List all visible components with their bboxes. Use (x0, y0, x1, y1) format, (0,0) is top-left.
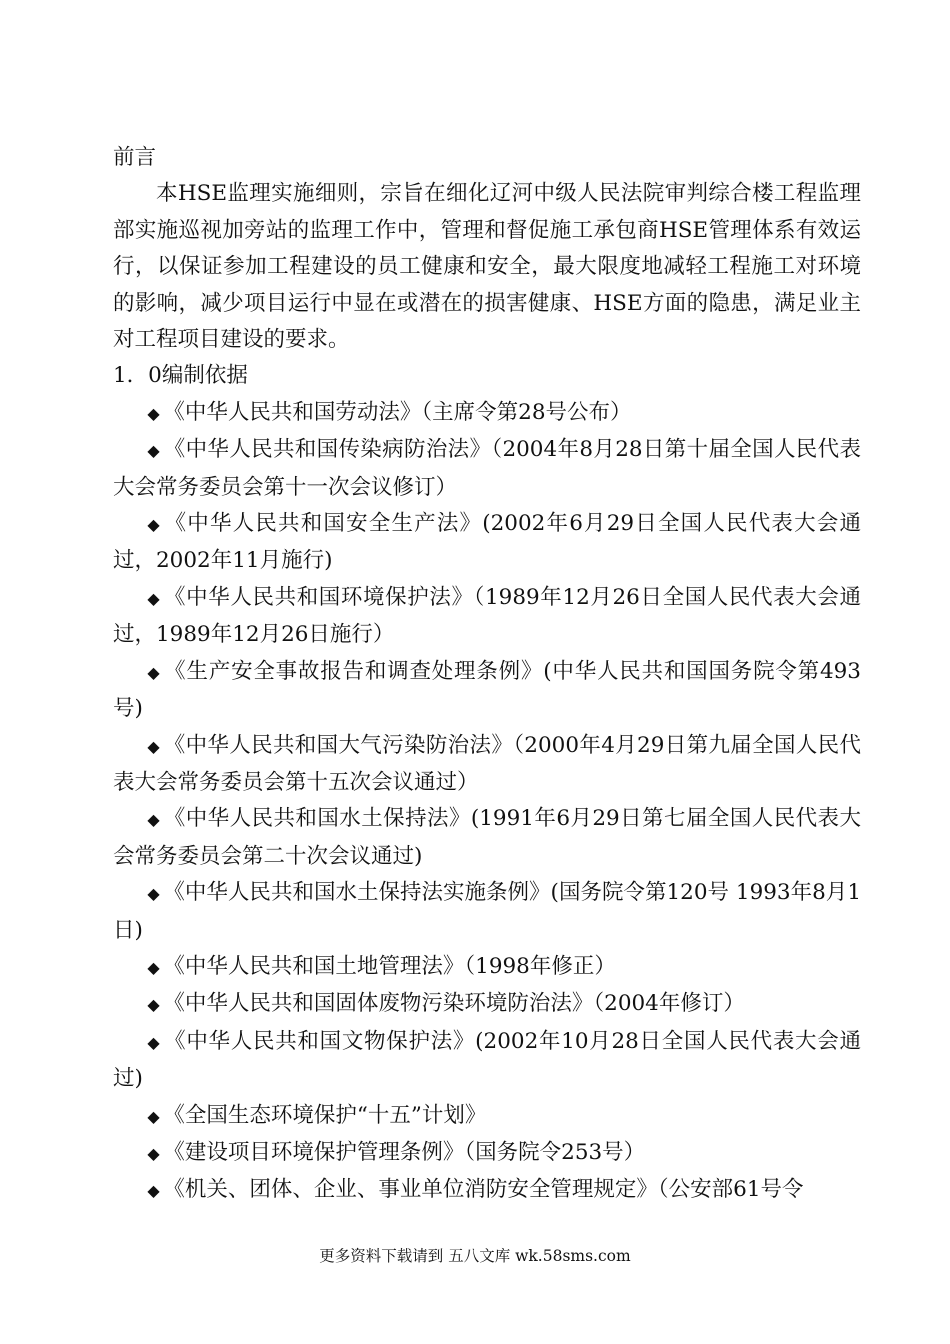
list-item-text: 《中华人民共和国传染病防治法》（2004年8月28日第十届全国人民代表大会常务委员会第十一次会议修订） (113, 437, 861, 500)
diamond-bullet-icon: ◆ (147, 1143, 160, 1163)
list-item-text: 《全国生态环境保护“十五”计划》 (163, 1102, 487, 1128)
section-title: 1．0编制依据 (113, 363, 248, 389)
list-item (113, 654, 861, 728)
preface-heading: 前言 (113, 145, 157, 170)
list-item (113, 949, 861, 986)
list-item-text: 《中华人民共和国环境保护法》（1989年12月26日全国人民代表大会通过，1989年12月26日施行） (113, 584, 861, 648)
list-item-text: 《建设项目环境保护管理条例》（国务院令253号） (163, 1139, 646, 1165)
list-item-text: 《中华人民共和国土地管理法》（1998年修正） (163, 953, 616, 979)
list-item-text: 《机关、团体、企业、事业单位消防安全管理规定》（公安部61号令 (163, 1177, 804, 1203)
diamond-bullet-icon: ◆ (147, 403, 160, 423)
list-item-text: 《中华人民共和国大气污染防治法》（2000年4月29日第九届全国人民代表大会常务委员会第十五次会议通过） (113, 732, 861, 795)
diamond-bullet-icon: ◆ (147, 588, 160, 608)
list-item (113, 1172, 861, 1209)
list-item (113, 801, 861, 875)
list-item-text: 《中华人民共和国文物保护法》(2002年10月28日全国人民代表大会通过) (113, 1028, 861, 1092)
list-item (113, 432, 861, 506)
list-item-text: 《中华人民共和国水土保持法实施条例》(国务院令第120号 1993年8月1日) (113, 880, 861, 943)
list-item-text: 《中华人民共和国安全生产法》(2002年6月29日全国人民代表大会通过，2002年11月施行) (113, 511, 861, 574)
list-item (113, 1098, 861, 1135)
list-item-text: 《生产安全事故报告和调查处理条例》(中华人民共和国国务院令第493号) (113, 658, 861, 722)
list-item (113, 580, 861, 654)
list-item (113, 986, 861, 1023)
basis-list (113, 395, 861, 1210)
list-item (113, 875, 861, 949)
list-item-text: 《中华人民共和国固体废物污染环境防治法》（2004年修订） (163, 991, 745, 1017)
diamond-bullet-icon: ◆ (147, 441, 160, 461)
diamond-bullet-icon: ◆ (147, 1181, 160, 1201)
preface-paragraph: 本HSE监理实施细则，宗旨在细化辽河中级人民法院审判综合楼工程监理部实施巡视加旁站的监理工作中，管理和督促施工承包商HSE管理体系有效运行，以保证参加工程建设的员工健康和安全，最大限度地减轻工程施工对环境的影响，减少项目运行中显在或潜在的损害健康、HSE方面的隐患，满足业主对工程项目建设的要求。 (113, 181, 861, 353)
diamond-bullet-icon: ◆ (147, 1106, 160, 1126)
document-body (113, 140, 861, 1210)
list-item (113, 1024, 861, 1098)
diamond-bullet-icon: ◆ (147, 662, 160, 682)
list-item (113, 395, 861, 432)
page-footer: 更多资料下载请到 五八文库 wk.58sms.com (319, 1247, 631, 1265)
diamond-bullet-icon: ◆ (147, 1032, 160, 1052)
diamond-bullet-icon: ◆ (147, 736, 160, 756)
diamond-bullet-icon: ◆ (147, 515, 160, 535)
list-item (113, 1135, 861, 1172)
diamond-bullet-icon: ◆ (147, 957, 160, 977)
list-item (113, 728, 861, 802)
diamond-bullet-icon: ◆ (147, 810, 160, 830)
diamond-bullet-icon: ◆ (147, 995, 160, 1015)
diamond-bullet-icon: ◆ (147, 884, 160, 904)
list-item (113, 506, 861, 580)
list-item-text: 《中华人民共和国劳动法》（主席令第28号公布） (163, 399, 632, 425)
list-item-text: 《中华人民共和国水土保持法》(1991年6月29日第七届全国人民代表大会常务委员会第二十次会议通过) (113, 806, 861, 869)
